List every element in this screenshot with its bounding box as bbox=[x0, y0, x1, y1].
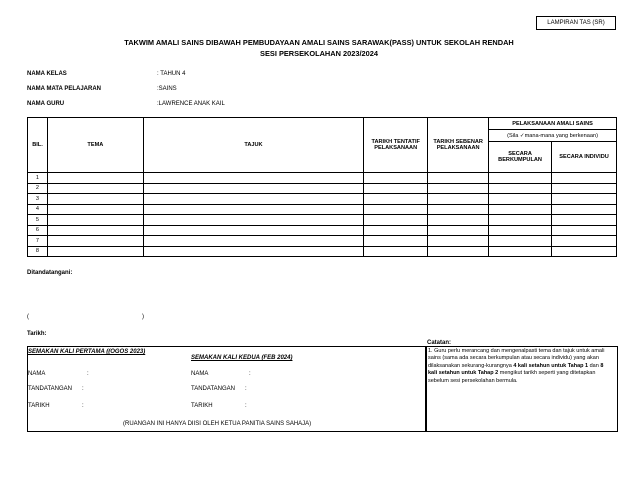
individu-cell[interactable] bbox=[552, 225, 617, 236]
tema-cell[interactable] bbox=[47, 173, 143, 184]
tentatif-cell[interactable] bbox=[364, 173, 428, 184]
tajuk-cell[interactable] bbox=[143, 236, 363, 247]
individu-cell[interactable] bbox=[552, 236, 617, 247]
berkumpulan-cell[interactable] bbox=[489, 204, 552, 215]
tema-cell[interactable] bbox=[47, 183, 143, 194]
header-tajuk: TAJUK bbox=[143, 118, 363, 173]
sebenar-cell[interactable] bbox=[428, 183, 489, 194]
table-row bbox=[28, 183, 617, 194]
table-row bbox=[28, 204, 617, 215]
table-row bbox=[28, 225, 617, 236]
catatan-heading: Catatan: bbox=[427, 340, 452, 346]
individu-cell[interactable] bbox=[552, 194, 617, 205]
info-label-kelas: NAMA KELAS bbox=[27, 71, 67, 77]
table-row bbox=[28, 236, 617, 247]
info-value-kelas: : TAHUN 4 bbox=[157, 71, 186, 77]
berkumpulan-cell[interactable] bbox=[489, 194, 552, 205]
tema-cell[interactable] bbox=[47, 225, 143, 236]
sebenar-cell[interactable] bbox=[428, 194, 489, 205]
tajuk-cell[interactable] bbox=[143, 225, 363, 236]
row-number: 2 bbox=[28, 183, 48, 194]
sebenar-cell[interactable] bbox=[428, 246, 489, 257]
signature-paren-open: ( bbox=[27, 314, 29, 320]
nama-label-1: NAMA bbox=[28, 371, 46, 377]
row-number: 1 bbox=[28, 173, 48, 184]
berkumpulan-cell[interactable] bbox=[489, 236, 552, 247]
row-number: 4 bbox=[28, 204, 48, 215]
berkumpulan-cell[interactable] bbox=[489, 183, 552, 194]
nama-colon-2: : bbox=[249, 371, 251, 377]
sebenar-cell[interactable] bbox=[428, 215, 489, 226]
individu-cell[interactable] bbox=[552, 215, 617, 226]
row-number: 5 bbox=[28, 215, 48, 226]
semakan-pertama-heading: SEMAKAN KALI PERTAMA ((OGOS 2023) bbox=[28, 349, 146, 355]
ditandatangani-label: Ditandatangani: bbox=[27, 270, 73, 276]
row-number: 7 bbox=[28, 236, 48, 247]
tema-cell[interactable] bbox=[47, 236, 143, 247]
tarikh-colon-2: : bbox=[245, 403, 247, 409]
tentatif-cell[interactable] bbox=[364, 246, 428, 257]
berkumpulan-cell[interactable] bbox=[489, 225, 552, 236]
individu-cell[interactable] bbox=[552, 183, 617, 194]
tentatif-cell[interactable] bbox=[364, 215, 428, 226]
individu-cell[interactable] bbox=[552, 246, 617, 257]
tajuk-cell[interactable] bbox=[143, 246, 363, 257]
ruangan-note: (RUANGAN INI HANYA DIISI OLEH KETUA PANITIA SAINS SAHAJA) bbox=[123, 421, 312, 427]
table-row bbox=[28, 194, 617, 205]
table-row bbox=[28, 246, 617, 257]
signature-paren-close: ) bbox=[142, 314, 144, 320]
tandatangan-label-1: TANDATANGAN bbox=[28, 386, 73, 392]
header-tarikh-sebenar: TARIKH SEBENAR PELAKSANAAN bbox=[428, 118, 489, 173]
tajuk-cell[interactable] bbox=[143, 183, 363, 194]
info-label-guru: NAMA GURU bbox=[27, 101, 65, 107]
header-individu: SECARA INDIVIDU bbox=[552, 142, 617, 173]
tandatangan-label-2: TANDATANGAN bbox=[191, 386, 236, 392]
tentatif-cell[interactable] bbox=[364, 204, 428, 215]
tarikh-label-2: TARIKH bbox=[191, 403, 213, 409]
tajuk-cell[interactable] bbox=[143, 204, 363, 215]
lampiran-badge: LAMPIRAN TAS (SR) bbox=[536, 16, 616, 30]
header-sila: (Sila ✓mana-mana yang berkenaan) bbox=[489, 130, 617, 142]
berkumpulan-cell[interactable] bbox=[489, 246, 552, 257]
tema-cell[interactable] bbox=[47, 215, 143, 226]
sebenar-cell[interactable] bbox=[428, 204, 489, 215]
header-tema: TEMA bbox=[47, 118, 143, 173]
header-pelaksanaan: PELAKSANAAN AMALI SAINS bbox=[489, 118, 617, 130]
nama-label-2: NAMA bbox=[191, 371, 209, 377]
takwim-table bbox=[27, 117, 617, 257]
tema-cell[interactable] bbox=[47, 204, 143, 215]
tentatif-cell[interactable] bbox=[364, 183, 428, 194]
sebenar-cell[interactable] bbox=[428, 236, 489, 247]
info-value-guru: :LAWRENCE ANAK KAIL bbox=[157, 101, 225, 107]
tentatif-cell[interactable] bbox=[364, 236, 428, 247]
table-row bbox=[28, 215, 617, 226]
tarikh-label-1: TARIKH bbox=[28, 403, 50, 409]
berkumpulan-cell[interactable] bbox=[489, 173, 552, 184]
berkumpulan-cell[interactable] bbox=[489, 215, 552, 226]
document-title: TAKWIM AMALI SAINS DIBAWAH PEMBUDAYAAN AMALI SAINS SARAWAK(PASS) UNTUK SEKOLAH RENDAH bbox=[124, 38, 514, 47]
table-row bbox=[28, 173, 617, 184]
info-value-subjek: :SAINS bbox=[157, 86, 177, 92]
row-number: 6 bbox=[28, 225, 48, 236]
header-berkumpulan: SECARA BERKUMPULAN bbox=[489, 142, 552, 173]
row-number: 8 bbox=[28, 246, 48, 257]
header-tarikh-tentatif: TARIKH TENTATIF PELAKSANAAN bbox=[364, 118, 428, 173]
tema-cell[interactable] bbox=[47, 194, 143, 205]
catatan-text: 1. Guru perlu merancang dan mengenalpasti tema dan tajuk untuk amali sains (sama ada secara berkumpulan atau secara individu) yang akan dilaksanakan sekurang-kurangnya 4 kali setahun untuk Tahap 1 dan 8 kali setahun untuk Tahap 2 mengikut tarikh seperti yang ditetapkan sebelum sesi persekolahan bermula. bbox=[428, 348, 605, 384]
tandatangan-colon-1: : bbox=[82, 386, 84, 392]
row-number: 3 bbox=[28, 194, 48, 205]
info-label-subjek: NAMA MATA PELAJARAN bbox=[27, 86, 101, 92]
nama-colon-1: : bbox=[87, 371, 89, 377]
tandatangan-colon-2: : bbox=[245, 386, 247, 392]
tajuk-cell[interactable] bbox=[143, 173, 363, 184]
individu-cell[interactable] bbox=[552, 173, 617, 184]
tarikh-label: Tarikh: bbox=[27, 331, 47, 337]
document-subtitle: SESI PERSEKOLAHAN 2023/2024 bbox=[260, 49, 378, 58]
semakan-kedua-heading: SEMAKAN KALI KEDUA (FEB 2024) bbox=[191, 355, 293, 361]
tentatif-cell[interactable] bbox=[364, 194, 428, 205]
tema-cell[interactable] bbox=[47, 246, 143, 257]
tarikh-colon-1: : bbox=[82, 403, 84, 409]
individu-cell[interactable] bbox=[552, 204, 617, 215]
tentatif-cell[interactable] bbox=[364, 225, 428, 236]
header-bil: BIL. bbox=[28, 118, 48, 173]
tajuk-cell[interactable] bbox=[143, 215, 363, 226]
tajuk-cell[interactable] bbox=[143, 194, 363, 205]
sebenar-cell[interactable] bbox=[428, 173, 489, 184]
sebenar-cell[interactable] bbox=[428, 225, 489, 236]
